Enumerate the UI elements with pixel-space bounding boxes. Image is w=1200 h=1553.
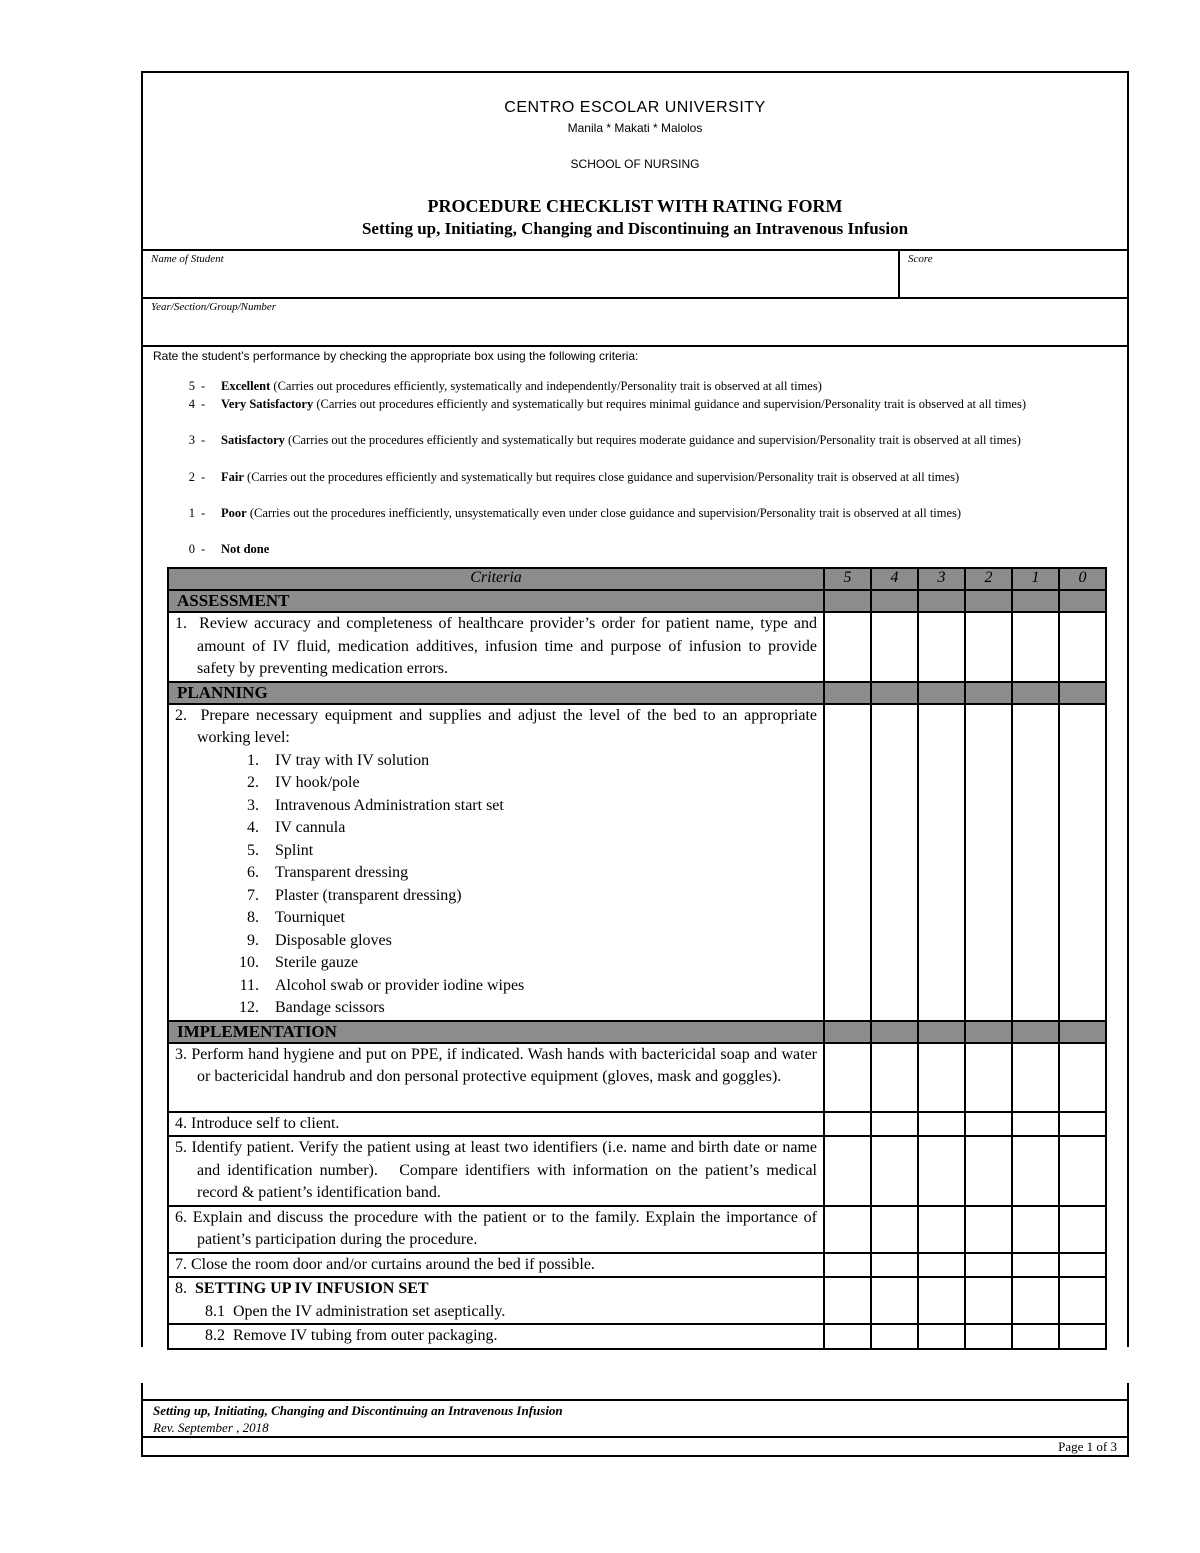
rating-box[interactable] bbox=[1012, 1206, 1059, 1253]
criterion-number: 3 bbox=[188, 433, 195, 447]
rating-box[interactable] bbox=[1012, 1112, 1059, 1137]
criterion-text: (Carries out procedures efficiently, systematically and independently/Personality trait is observed at all times) bbox=[270, 379, 822, 393]
score-header-4: 4 bbox=[871, 568, 918, 590]
criterion-label: Excellent bbox=[221, 379, 271, 393]
rating-box[interactable] bbox=[824, 1043, 871, 1112]
score-header-0: 0 bbox=[1059, 568, 1106, 590]
criterion-1: 1 - Poor (Carries out the procedures inefficiently, unsystematically even under close guidance and supervision/Personality trait is observed at all times) bbox=[183, 505, 1105, 539]
criterion-4: 4 - Very Satisfactory (Carries out procedures efficiently and systematically but requires minimal guidance and supervision/Personality trait is observed at all times) bbox=[183, 396, 1105, 430]
list-item: 5. Splint bbox=[247, 841, 314, 859]
table-row bbox=[168, 1136, 1106, 1206]
item-8-title: SETTING UP IV INFUSION SET bbox=[195, 1280, 429, 1297]
section-title-assessment: ASSESSMENT bbox=[168, 590, 824, 612]
rating-box[interactable] bbox=[871, 704, 918, 1021]
criterion-item-3: 3. Perform hand hygiene and put on PPE, if indicated. Wash hands with bactericidal soap and water or bactericidal handrub and don personal protective equipment (gloves, mask and goggles). bbox=[175, 1045, 817, 1085]
table-row bbox=[168, 704, 1106, 1021]
footer-title: Setting up, Initiating, Changing and Discontinuing an Intravenous Infusion bbox=[153, 1403, 563, 1418]
score-field[interactable] bbox=[900, 249, 1127, 297]
list-item: 10. Sterile gauze bbox=[239, 954, 359, 971]
footer-revision: Rev. September , 2018 bbox=[153, 1420, 269, 1435]
criterion-3: 3 - Satisfactory (Carries out the procedures efficiently and systematically but requires moderate guidance and supervision/Personality trait is observed at all times) bbox=[183, 432, 1105, 466]
table-row bbox=[168, 1206, 1106, 1253]
list-item: 8. Tourniquet bbox=[247, 909, 345, 926]
score-header-1: 1 bbox=[1012, 568, 1059, 590]
criterion-number: 2 bbox=[188, 470, 195, 484]
criterion-number: 1 bbox=[188, 506, 195, 520]
table-header-row bbox=[168, 568, 1106, 590]
rating-box[interactable] bbox=[1059, 612, 1106, 682]
score-header-5: 5 bbox=[824, 568, 871, 590]
criterion-text: (Carries out the procedures efficiently and systematically but requires moderate guidance and supervision/Personality trait is observed at all times) bbox=[284, 433, 1021, 447]
rating-box[interactable] bbox=[918, 1253, 965, 1278]
criterion-0: 0 - Not done bbox=[183, 541, 1105, 557]
list-item: 6. Transparent dressing bbox=[247, 864, 409, 881]
rating-box[interactable] bbox=[918, 704, 965, 1021]
university-name: CENTRO ESCOLAR UNIVERSITY bbox=[504, 99, 766, 116]
rating-box[interactable] bbox=[824, 612, 871, 682]
criterion-label: Fair bbox=[221, 470, 244, 484]
form-header bbox=[143, 73, 1127, 251]
rating-box[interactable] bbox=[871, 1277, 918, 1324]
rating-box[interactable] bbox=[1059, 1112, 1106, 1137]
list-item: 9. Disposable gloves bbox=[247, 931, 392, 949]
rating-box[interactable] bbox=[824, 1324, 871, 1349]
criterion-item-1: 1. Review accuracy and completeness of healthcare provider’s order for patient name, type and amount of IV fluid, medication additives, infusion time and purpose of infusion to provide safety by preventing medication errors. bbox=[175, 615, 817, 677]
rating-box[interactable] bbox=[965, 704, 1012, 1021]
rating-box[interactable] bbox=[965, 612, 1012, 682]
criterion-item-2: 2. Prepare necessary equipment and supplies and adjust the level of the bed to an appropriate working level: bbox=[175, 706, 817, 746]
table-row bbox=[168, 1112, 1106, 1137]
rating-box[interactable] bbox=[1059, 1043, 1106, 1112]
rating-box[interactable] bbox=[1059, 1253, 1106, 1278]
criterion-label: Very Satisfactory bbox=[221, 397, 314, 411]
rating-box[interactable] bbox=[824, 1277, 871, 1324]
list-item: 3. Intravenous Administration start set bbox=[247, 796, 504, 814]
rating-box[interactable] bbox=[918, 1277, 965, 1324]
section-row-assessment bbox=[168, 590, 1106, 612]
criterion-item-8-1: 8.1 Open the IV administration set aseptically. bbox=[205, 1302, 506, 1320]
list-item: 12. Bandage scissors bbox=[239, 999, 385, 1016]
list-item: 11. Alcohol swab or provider iodine wipes bbox=[239, 976, 525, 994]
student-name-row bbox=[143, 249, 1127, 299]
criterion-text: (Carries out the procedures efficiently and systematically but requires close guidance and supervision/Personality trait is observed at all times) bbox=[243, 470, 960, 484]
list-item: 7. Plaster (transparent dressing) bbox=[247, 886, 462, 904]
item-8-number: 8. bbox=[175, 1280, 187, 1297]
criterion-5: 5 - Excellent (Carries out procedures efficiently, systematically and independently/Personality trait is observed at all times) bbox=[183, 378, 1105, 394]
rating-box[interactable] bbox=[1012, 612, 1059, 682]
rating-box[interactable] bbox=[871, 1324, 918, 1349]
score-header-3: 3 bbox=[918, 568, 965, 590]
rating-box[interactable] bbox=[965, 1324, 1012, 1349]
criterion-text: (Carries out the procedures inefficiently, unsystematically even under close guidance and supervision/Personality trait is observed at all times) bbox=[246, 506, 962, 520]
table-row bbox=[168, 1324, 1106, 1349]
page-footer bbox=[141, 1383, 1129, 1457]
rating-box[interactable] bbox=[824, 1253, 871, 1278]
rating-box[interactable] bbox=[824, 1206, 871, 1253]
rating-box[interactable] bbox=[1059, 1324, 1106, 1349]
rating-instructions: Rate the student’s performance by checking the appropriate box using the following criteria: bbox=[153, 349, 639, 363]
rating-box[interactable] bbox=[918, 612, 965, 682]
list-item: 4. IV cannula bbox=[247, 819, 346, 836]
criterion-item-8 bbox=[169, 1278, 823, 1301]
rating-box[interactable] bbox=[965, 1112, 1012, 1137]
rating-box[interactable] bbox=[1012, 1277, 1059, 1324]
criterion-number: 4 bbox=[188, 397, 195, 411]
rating-box[interactable] bbox=[965, 1277, 1012, 1324]
criterion-number: 5 bbox=[188, 379, 195, 393]
criterion-2: 2 - Fair (Carries out the procedures efficiently and systematically but requires close guidance and supervision/Personality trait is observed at all times) bbox=[183, 469, 1105, 503]
rating-box[interactable] bbox=[1012, 1043, 1059, 1112]
criterion-label: Not done bbox=[221, 542, 270, 556]
section-row-planning bbox=[168, 682, 1106, 704]
rating-box[interactable] bbox=[824, 1136, 871, 1206]
checklist-table bbox=[167, 567, 1107, 1350]
rating-box[interactable] bbox=[871, 1112, 918, 1137]
rating-box[interactable] bbox=[1059, 704, 1106, 1021]
score-label: Score bbox=[908, 253, 933, 265]
rating-box[interactable] bbox=[1012, 1253, 1059, 1278]
table-row bbox=[168, 1277, 1106, 1324]
student-name-label: Name of Student bbox=[151, 253, 224, 265]
criterion-item-6: 6. Explain and discuss the procedure with the patient or to the family. Explain the importance of patient’s participation during the procedure. bbox=[175, 1208, 817, 1248]
section-row-implementation bbox=[168, 1021, 1106, 1043]
rating-box[interactable] bbox=[1059, 1136, 1106, 1206]
school-name: SCHOOL OF NURSING bbox=[570, 157, 700, 171]
year-section-field[interactable] bbox=[143, 297, 1127, 347]
rating-box[interactable] bbox=[871, 612, 918, 682]
rating-box[interactable] bbox=[965, 1043, 1012, 1112]
criterion-item-7: 7. Close the room door and/or curtains around the bed if possible. bbox=[175, 1255, 595, 1273]
student-name-field[interactable] bbox=[143, 249, 900, 297]
rating-box[interactable] bbox=[918, 1136, 965, 1206]
rating-box[interactable] bbox=[965, 1206, 1012, 1253]
rating-box[interactable] bbox=[824, 1112, 871, 1137]
rating-box[interactable] bbox=[1012, 704, 1059, 1021]
page-number: Page 1 of 3 bbox=[1058, 1439, 1117, 1454]
list-item: 1. IV tray with IV solution bbox=[247, 751, 430, 769]
section-title-implementation: IMPLEMENTATION bbox=[168, 1021, 824, 1043]
list-item: 2. IV hook/pole bbox=[247, 774, 360, 791]
rating-box[interactable] bbox=[918, 1112, 965, 1137]
table-row bbox=[168, 1043, 1106, 1112]
year-section-label: Year/Section/Group/Number bbox=[151, 301, 277, 313]
criterion-label: Poor bbox=[221, 506, 247, 520]
form-title: PROCEDURE CHECKLIST WITH RATING FORM bbox=[427, 196, 843, 216]
table-row bbox=[168, 612, 1106, 682]
rating-box[interactable] bbox=[871, 1206, 918, 1253]
table-row bbox=[168, 1253, 1106, 1278]
rating-box[interactable] bbox=[965, 1136, 1012, 1206]
rating-box[interactable] bbox=[871, 1136, 918, 1206]
criteria-header: Criteria bbox=[168, 568, 824, 590]
criterion-label: Satisfactory bbox=[221, 433, 285, 447]
form-frame bbox=[141, 71, 1129, 1347]
criterion-number: 0 bbox=[188, 542, 195, 556]
rating-box[interactable] bbox=[918, 1043, 965, 1112]
form-subtitle: Setting up, Initiating, Changing and Discontinuing an Intravenous Infusion bbox=[361, 219, 909, 238]
rating-box[interactable] bbox=[1012, 1136, 1059, 1206]
criterion-item-5: 5. Identify patient. Verify the patient using at least two identifiers (i.e. name and birth date or name and identification number). Compare identifiers with information on the patient’s medical record & patient’s identification band. bbox=[175, 1139, 817, 1201]
criterion-item-8-2: 8.2 Remove IV tubing from outer packaging. bbox=[205, 1327, 498, 1344]
rating-box[interactable] bbox=[824, 704, 871, 1021]
rating-box[interactable] bbox=[871, 1253, 918, 1278]
rating-box[interactable] bbox=[1012, 1324, 1059, 1349]
campus-list: Manila * Makati * Malolos bbox=[567, 121, 703, 135]
score-header-2: 2 bbox=[965, 568, 1012, 590]
section-title-planning: PLANNING bbox=[168, 682, 824, 704]
rating-box[interactable] bbox=[918, 1324, 965, 1349]
criterion-text: (Carries out procedures efficiently and systematically but requires minimal guidance and supervision/Personality trait is observed at all times) bbox=[313, 397, 1027, 411]
supply-list bbox=[169, 750, 823, 1020]
rating-box[interactable] bbox=[871, 1043, 918, 1112]
criterion-item-4: 4. Introduce self to client. bbox=[175, 1114, 340, 1132]
rating-box[interactable] bbox=[1059, 1277, 1106, 1324]
rating-box[interactable] bbox=[965, 1253, 1012, 1278]
rating-box[interactable] bbox=[918, 1206, 965, 1253]
rating-box[interactable] bbox=[1059, 1206, 1106, 1253]
